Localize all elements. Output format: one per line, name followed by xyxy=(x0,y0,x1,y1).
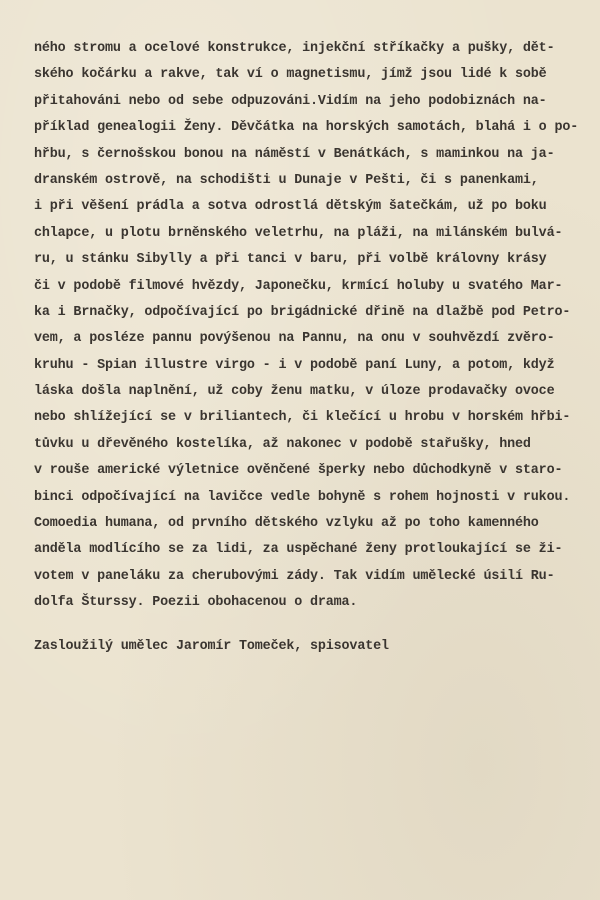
text-line-21: votem v paneláku za cherubovými zády. Tak vidím umělecké úsilí Ru- xyxy=(34,568,555,584)
text-line-13: kruhu - Spian illustre virgo - i v podobě paní Luny, a potom, když xyxy=(34,357,555,373)
text-line-16: tůvku u dřevěného kostelíka, až nakonec v podobě stařušky, hned xyxy=(34,436,531,452)
text-line-3: přitahováni nebo od sebe odpuzováni.Vidím na jeho podobiznách na- xyxy=(34,93,547,109)
signature-line: Zasloužilý umělec Jaromír Tomeček, spisovatel xyxy=(34,639,389,654)
text-line-2: ského kočárku a rakve, tak ví o magnetismu, jímž jsou lidé k sobě xyxy=(34,67,547,83)
text-line-4: příklad genealogii Ženy. Děvčátka na horských samotách, blahá i o po- xyxy=(34,120,579,136)
text-line-15: nebo shlížející se v briliantech, či klečící u hrobu v horském hřbi- xyxy=(34,410,571,426)
text-line-19: Comoedia humana, od prvního dětského vzlyku až po toho kamenného xyxy=(34,516,539,532)
paper-fleck xyxy=(160,204,162,206)
body-text xyxy=(34,36,594,617)
text-line-11: ka i Brnačky, odpočívající po brigádnické dřině na dlažbě pod Petro- xyxy=(34,304,571,320)
text-line-6: dranském ostrově, na schodišti u Dunaje v Pešti, či s panenkami, xyxy=(34,172,539,188)
text-line-20: anděla modlícího se za lidi, za uspěchané ženy protloukající se ži- xyxy=(34,542,563,558)
paper-fleck xyxy=(268,176,270,178)
text-line-18: binci odpočívající na lavičce vedle bohyně s rohem hojnosti v rukou. xyxy=(34,489,571,505)
text-line-22: dolfa Šturssy. Poezii obohacenou o drama. xyxy=(34,595,358,611)
paper-fleck xyxy=(245,600,247,602)
text-line-17: v rouše americké výletnice ověnčené šperky nebo důchodkyně v staro- xyxy=(34,463,563,479)
text-line-7: i při věšení prádla a sotva odrostlá dětským šatečkám, už po boku xyxy=(34,199,547,215)
text-line-10: či v podobě filmové hvězdy, Japonečku, krmící holuby u svatého Mar- xyxy=(34,278,563,294)
text-line-12: vem, a posléze pannu povýšenou na Pannu, na onu v souhvězdí zvěro- xyxy=(34,331,555,347)
text-line-14: láska došla naplnění, už coby ženu matku, v úloze prodavačky ovoce xyxy=(34,384,555,400)
text-line-9: ru, u stánku Sibylly a při tanci v baru, při volbě královny krásy xyxy=(34,252,547,268)
text-line-1: ného stromu a ocelové konstrukce, injekční stříkačky a pušky, dět- xyxy=(34,41,555,56)
text-line-8: chlapce, u plotu brněnského veletrhu, na pláži, na milánském bulvá- xyxy=(34,225,563,241)
text-line-5: hřbu, s černošskou bonou na náměstí v Benátkách, s maminkou na ja- xyxy=(34,146,555,162)
